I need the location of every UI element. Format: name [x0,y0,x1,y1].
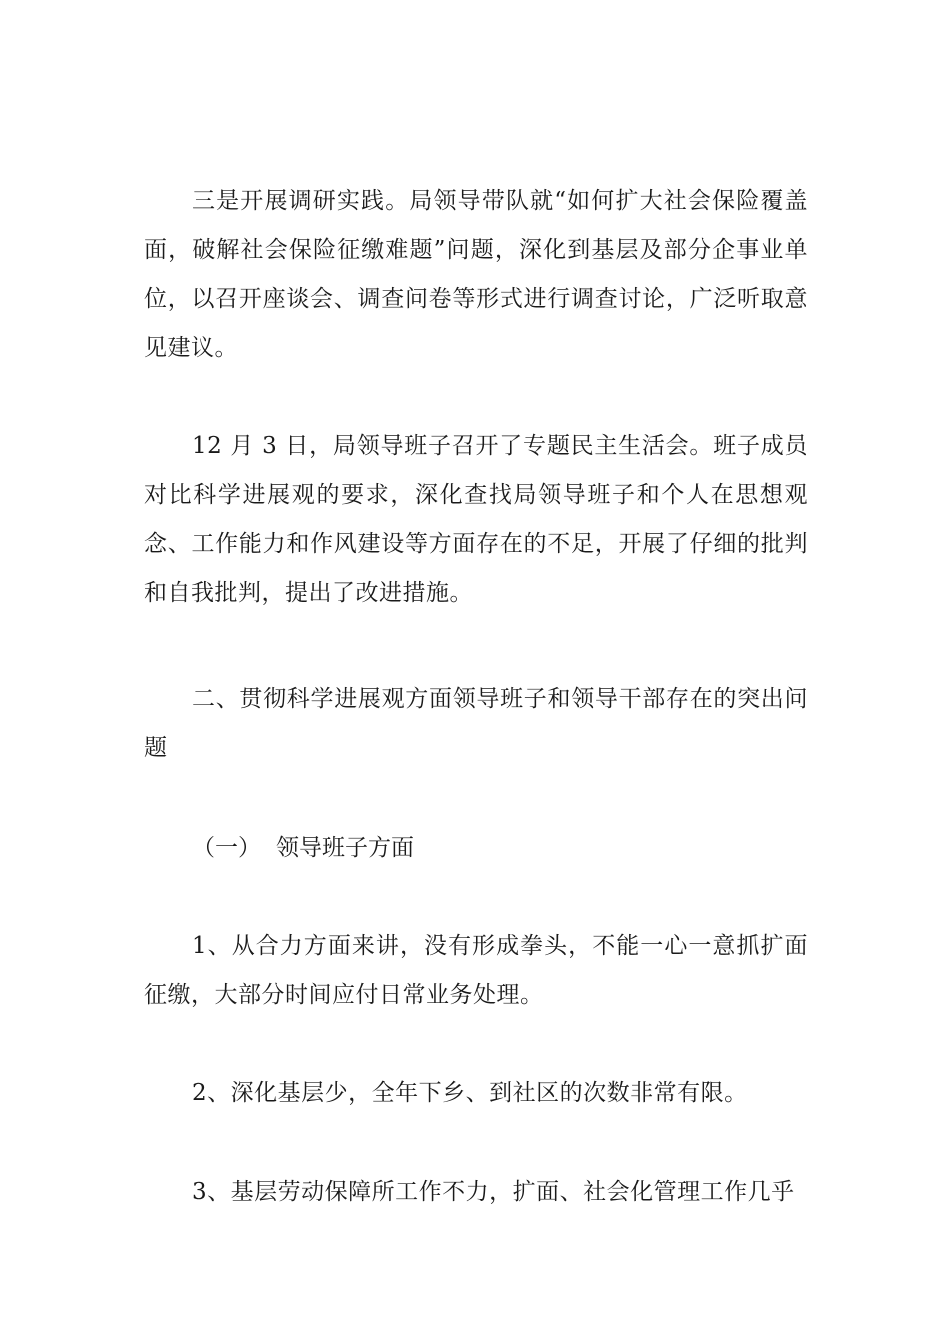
list-item-2: 2、深化基层少，全年下乡、到社区的次数非常有限。 [192,1080,748,1106]
list-item-3: 3、基层劳动保障所工作不力，扩面、社会化管理工作几乎 [192,1179,795,1205]
list-item-1: 1、从合力方面来讲，没有形成拳头，不能一心一意抓扩面征缴，大部分时间应付日常业务处理。 [144,933,808,1008]
subsection-number: （一） [192,835,261,861]
paragraph-research-practice: 三是开展调研实践。局领导带队就“如何扩大社会保险覆盖面，破解社会保险征缴难题”问题，深化到基层及部分企事业单位，以召开座谈会、调查问卷等形式进行调查讨论，广泛听取意见建议。 [144,188,808,361]
paragraph-democratic-meeting: 12 月 3 日，局领导班子召开了专题民主生活会。班子成员对比科学进展观的要求，深化查找局领导班子和个人在思想观念、工作能力和作风建设等方面存在的不足，开展了仔细的批判和自我批判，提出了改进措施。 [144,433,808,606]
section-heading-problems: 二、贯彻科学进展观方面领导班子和领导干部存在的突出问题 [144,686,808,761]
subsection-heading [192,824,414,873]
subsection-title: 领导班子方面 [276,835,414,861]
